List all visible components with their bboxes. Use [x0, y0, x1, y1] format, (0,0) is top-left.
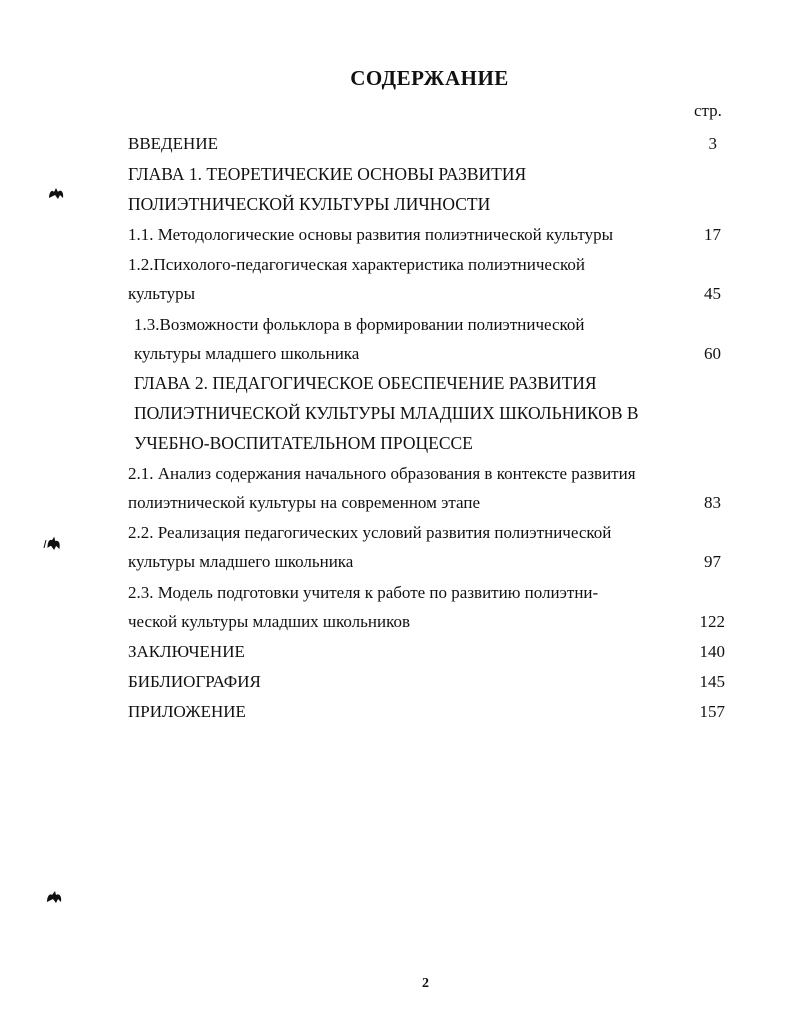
toc-line: полиэтнической культуры на современном этапе	[128, 493, 481, 512]
toc-line: 1.2.Психолого-педагогическая характеристика полиэтнической	[128, 255, 585, 274]
scan-mark-icon	[46, 186, 66, 202]
toc-line: УЧЕБНО-ВОСПИТАТЕЛЬНОМ ПРОЦЕССЕ	[134, 433, 473, 453]
toc-page-number: 140	[699, 642, 725, 661]
toc-line: ВВЕДЕНИЕ	[128, 134, 218, 153]
toc-page-number: 17	[704, 225, 721, 244]
page-title: СОДЕРЖАНИЕ	[350, 66, 509, 90]
toc-page-number: 45	[704, 284, 721, 303]
toc-line: 1.1. Методологические основы развития полиэтнической культуры	[128, 225, 614, 244]
toc-line: ЗАКЛЮЧЕНИЕ	[128, 642, 245, 661]
scan-mark-icon	[44, 889, 64, 905]
toc-line: ПРИЛОЖЕНИЕ	[128, 702, 246, 721]
toc-line: 1.3.Возможности фольклора в формировании полиэтнической	[134, 315, 585, 334]
toc-line: культуры младшего школьника	[128, 552, 354, 571]
page-number: 2	[422, 976, 429, 991]
toc-page-number: 145	[699, 672, 725, 691]
pages-column-label: стр.	[694, 101, 722, 120]
scan-mark-icon	[42, 535, 62, 551]
toc-line: ГЛАВА 2. ПЕДАГОГИЧЕСКОЕ ОБЕСПЕЧЕНИЕ РАЗВИТИЯ	[134, 373, 597, 393]
toc-line: ПОЛИЭТНИЧЕСКОЙ КУЛЬТУРЫ МЛАДШИХ ШКОЛЬНИКОВ В	[134, 403, 639, 423]
toc-page-number: 157	[699, 702, 725, 721]
toc-line: 2.3. Модель подготовки учителя к работе по развитию полиэтни-	[128, 583, 599, 602]
toc-page-number: 3	[708, 134, 717, 153]
toc-line: 2.2. Реализация педагогических условий развития полиэтнической	[128, 523, 612, 542]
toc-page-number: 83	[704, 493, 721, 512]
toc-line: культуры младшего школьника	[134, 344, 360, 363]
toc-line: 2.1. Анализ содержания начального образования в контексте развития	[128, 464, 636, 483]
toc-line: ческой культуры младших школьников	[128, 612, 411, 631]
toc-line: БИБЛИОГРАФИЯ	[128, 672, 261, 691]
toc-page-number: 60	[704, 344, 721, 363]
toc-line: культуры	[128, 284, 195, 303]
toc-page-number: 122	[699, 612, 725, 631]
toc-page-number: 97	[704, 552, 721, 571]
toc-line: ГЛАВА 1. ТЕОРЕТИЧЕСКИЕ ОСНОВЫ РАЗВИТИЯ	[128, 164, 527, 184]
toc-line: ПОЛИЭТНИЧЕСКОЙ КУЛЬТУРЫ ЛИЧНОСТИ	[128, 194, 491, 214]
